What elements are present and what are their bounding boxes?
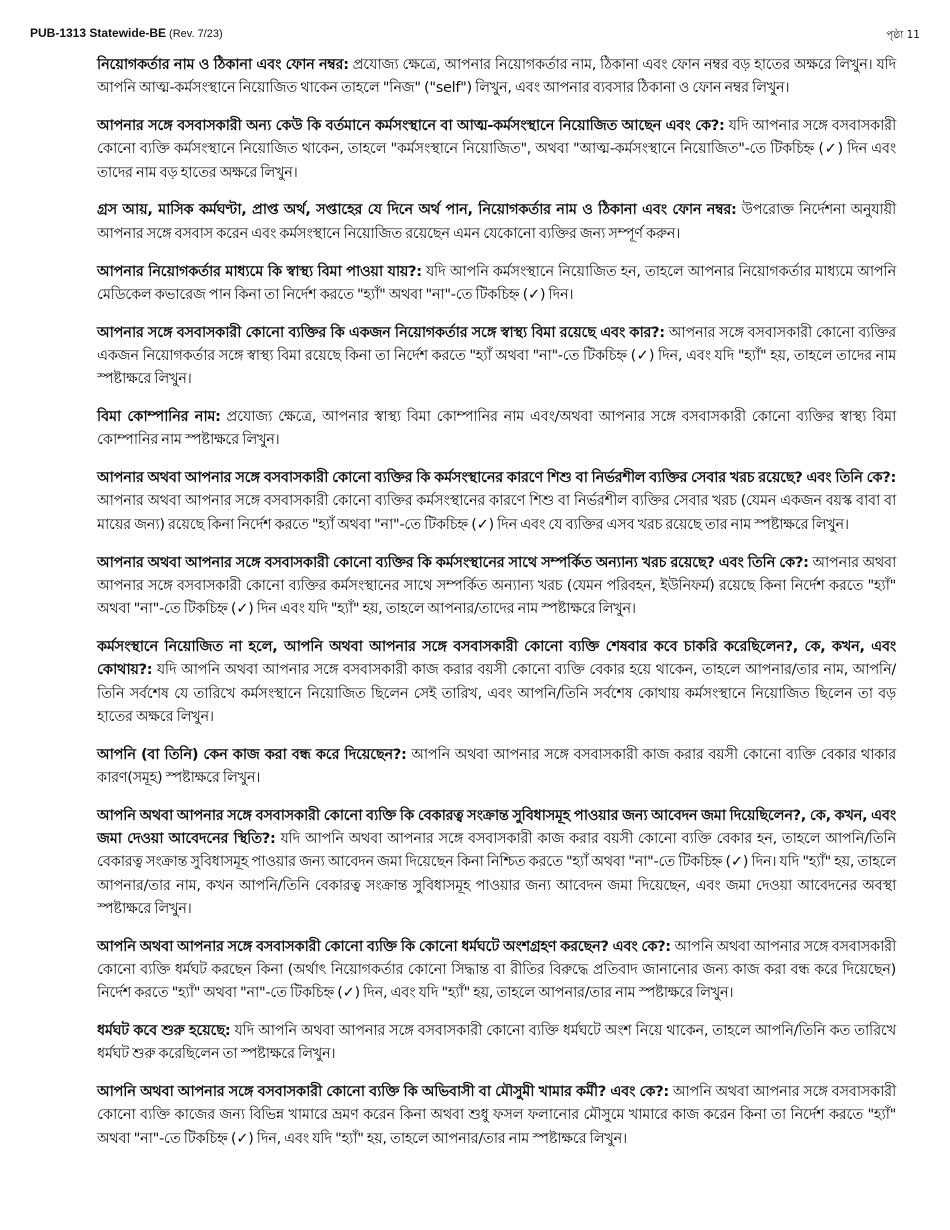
section-household-employment bbox=[97, 114, 896, 184]
section-insurance-company bbox=[97, 405, 896, 452]
section-body: যদি আপনি অথবা আপনার সঙ্গে বসবাসকারী কাজ করার বয়সী কোনো ব্যক্তি বেকার হয়ে থাকেন, তাহলে আপনার/তার নাম, আপনি/তিনি সর্বশেষ যে তারিখে কর্মসংস্থানে নিয়োজিত ছিলেন সেই তারিখ, এবং আপনি/তিনি সর্বশেষ কোথায় কর্মসংস্থানে নিয়োজিত ছিলেন তা বড় হাতের অক্ষরে লিখুন। bbox=[97, 661, 896, 725]
section-heading: আপনি (বা তিনি) কেন কাজ করা বন্ধ করে দিয়েছেন?: bbox=[97, 745, 407, 763]
section-household-health-insurance bbox=[97, 321, 896, 391]
section-employer-name-address bbox=[97, 53, 896, 100]
page-number: পৃষ্ঠা 11 bbox=[886, 29, 920, 41]
section-heading: গ্রস আয়, মাসিক কর্মঘণ্টা, প্রাপ্ত অর্থ, সপ্তাহের যে দিনে অর্থ পান, নিয়োগকর্তার নাম ও ঠিকানা এবং ফোন নম্বর: bbox=[97, 201, 737, 219]
section-body: আপনার অথবা আপনার সঙ্গে বসবাসকারী কোনো ব্যক্তির কর্মসংস্থানের সাথে সম্পর্কিত অন্যান্য খরচ (যেমন পরিবহন, ইউনিফর্ম) রয়েছে কিনা নির্দেশ করতে "হ্যাঁ" অথবা "না"-তে টিকচিহ্ন (✓) দিন এবং যদি "হ্যাঁ" হয়, তাহলে আপনার/তাদের নাম স্পষ্টাক্ষরে লিখুন। bbox=[97, 553, 896, 618]
section-body: আপনার অথবা আপনার সঙ্গে বসবাসকারী কোনো ব্যক্তির কর্মসংস্থানের কারণে শিশু বা নির্ভরশীল ব্যক্তির সেবার খরচ (যেমন একজন বয়স্ক বাবা বা মায়ের জন্য) রয়েছে কিনা নির্দেশ করতে "হ্যাঁ অথবা "না"-তে টিকচিহ্ন (✓) দিন এবং যে ব্যক্তির এসব খরচ রয়েছে তার নাম স্পষ্টাক্ষরে লিখুন। bbox=[97, 492, 896, 533]
section-body: যদি আপনি অথবা আপনার সঙ্গে বসবাসকারী কোনো ব্যক্তি ধর্মঘটে অংশ নিয়ে থাকেন, তাহলে আপনি/তিনি কত তারিখে ধর্মঘট শুরু করেছিলেন তা স্পষ্টাক্ষরে লিখুন। bbox=[97, 1022, 897, 1063]
section-work-related-costs bbox=[97, 551, 896, 621]
section-heading: নিয়োগকর্তার নাম ও ঠিকানা এবং ফোন নম্বর: bbox=[97, 56, 349, 73]
section-migrant-farm-worker bbox=[97, 1080, 896, 1150]
section-gross-income bbox=[97, 198, 896, 245]
section-heading: আপনি অথবা আপনার সঙ্গে বসবাসকারী কোনো ব্যক্তি কি বেকারত্ব সংক্রান্ত সুবিধাসমূহ পাওয়ার জন্য আবেদন জমা দিয়েছিলেন?, কে, কখন, এবং জমা দেওয়া আবেদনের স্থিতি?: bbox=[97, 806, 896, 848]
section-last-employed bbox=[97, 635, 896, 728]
section-heading: আপনার সঙ্গে বসবাসকারী কোনো ব্যক্তির কি একজন নিয়োগকর্তার সঙ্গে স্বাস্থ্য বিমা রয়েছে এবং কার?: bbox=[97, 323, 665, 341]
section-body: প্রযোজ্য ক্ষেত্রে, আপনার নিয়োগকর্তার নাম, ঠিকানা এবং ফোন নম্বর বড় হাতের অক্ষরে লিখুন। যদি আপনি আত্ম-কর্মসংস্থানে নিয়োজিত থাকেন তাহলে "নিজ" ("self") লিখুন, এবং আপনার ব্যবসার ঠিকানা ও ফোন নম্বর লিখুন। bbox=[97, 56, 896, 97]
section-body: আপনার সঙ্গে বসবাসকারী কোনো ব্যক্তির একজন নিয়োগকর্তার সঙ্গে স্বাস্থ্য বিমা রয়েছে কিনা তা নির্দেশ করতে "হ্যাঁ অথবা "না"-তে টিকচিহ্ন (✓) দিন, এবং যদি "হ্যাঁ" হয়, তাহলে তাদের নাম স্পষ্টাক্ষরে লিখুন। bbox=[97, 323, 896, 388]
form-id-text: PUB-1313 Statewide-BE bbox=[30, 26, 167, 40]
section-heading: ধর্মঘট কবে শুরু হয়েছে: bbox=[97, 1022, 231, 1040]
section-heading: আপনার সঙ্গে বসবাসকারী অন্য কেউ কি বর্তমানে কর্মসংস্থানে বা আত্ম-কর্মসংস্থানে নিয়োজিত আছেন এবং কে?: bbox=[97, 117, 725, 135]
section-heading: আপনার অথবা আপনার সঙ্গে বসবাসকারী কোনো ব্যক্তির কি কর্মসংস্থানের সাথে সম্পর্কিত অন্যান্য খরচ রয়েছে? এবং তিনি কে?: bbox=[97, 553, 809, 571]
page-header bbox=[30, 26, 920, 46]
section-body: আপনি অথবা আপনার সঙ্গে বসবাসকারী কোনো ব্যক্তি ধর্মঘট করছেন কিনা (অর্থাৎ নিয়োগকর্তার কোনো সিদ্ধান্ত বা রীতির বিরুদ্ধে প্রতিবাদ জানানোর জন্য কাজ করা বন্ধ করে দিয়েছেন) নির্দেশ করতে "হ্যাঁ" অথবা "না"-তে টিকচিহ্ন (✓) দিন, এবং যদি "হ্যাঁ" হয়, তাহলে আপনার/তার নাম স্পষ্টাক্ষরে লিখুন। bbox=[97, 937, 896, 1002]
section-heading: আপনার অথবা আপনার সঙ্গে বসবাসকারী কোনো ব্যক্তির কি কর্মসংস্থানের কারণে শিশু বা নির্ভরশীল ব্যক্তির সেবার খরচ রয়েছে? এবং তিনি কে?: bbox=[97, 469, 896, 487]
section-stopped-working-reason bbox=[97, 743, 896, 790]
section-body: যদি আপনি অথবা আপনার সঙ্গে বসবাসকারী কাজ করার বয়সী কোনো ব্যক্তি বেকার হন, তাহলে আপনি/তিনি বেকারত্ব সংক্রান্ত সুবিধাসমূহ পাওয়ার জন্য আবেদন জমা দিয়েছেন কিনা নিশ্চিত করতে "হ্যাঁ অথবা "না"-তে টিকচিহ্ন (✓) দিন। যদি "হ্যাঁ" হয়, তাহলে আপনার/তার নাম, কখন আপনি/তিনি বেকারত্ব সংক্রান্ত সুবিধাসমূহ পাওয়ার জন্য আবেদন জমা দিয়েছেন, এবং জমা দেওয়া আবেদনের অবস্থা স্পষ্টাক্ষরে লিখুন। bbox=[97, 830, 896, 917]
section-body: আপনি অথবা আপনার সঙ্গে বসবাসকারী কোনো ব্যক্তি কাজের জন্য বিভিন্ন খামারে ভ্রমণ করেন কিনা অথবা শুধু ফসল ফলানোর মৌসুমে খামারে কাজ করেন কিনা তা নির্দেশ করতে "হ্যাঁ" অথবা "না"-তে টিকচিহ্ন (✓) দিন, এবং যদি "হ্যাঁ" হয়, তাহলে আপনার/তার নাম স্পষ্টাক্ষরে লিখুন। bbox=[97, 1083, 896, 1147]
section-body: যদি আপনার সঙ্গে বসবাসকারী কোনো ব্যক্তি কর্মসংস্থানে নিয়োজিত থাকেন, তাহলে "কর্মসংস্থানে নিয়োজিত", অথবা "আত্ম-কর্মসংস্থানে নিয়োজিত"-তে টিকচিহ্ন (✓) দিন এবং তাদের নাম বড় হাতের অক্ষরে লিখুন। bbox=[97, 117, 896, 181]
section-body: প্রযোজ্য ক্ষেত্রে, আপনার স্বাস্থ্য বিমা কোম্পানির নাম এবং/অথবা আপনার সঙ্গে বসবাসকারী কোনো ব্যক্তির স্বাস্থ্য বিমা কোম্পানির নাম স্পষ্টাক্ষরে লিখুন। bbox=[97, 408, 896, 449]
section-heading: আপনি অথবা আপনার সঙ্গে বসবাসকারী কোনো ব্যক্তি কি অভিবাসী বা মৌসুমী খামার কর্মী? এবং কে?: bbox=[97, 1083, 669, 1101]
section-body: আপনি অথবা আপনার সঙ্গে বসবাসকারী কাজ করার বয়সী কোনো ব্যক্তি বেকার থাকার কারণ(সমূহ) স্পষ্টাক্ষরে লিখুন। bbox=[97, 745, 896, 786]
form-revision: (Rev. 7/23) bbox=[169, 28, 223, 40]
section-heading: আপনার নিয়োগকর্তার মাধ্যমে কি স্বাস্থ্য বিমা পাওয়া যায়?: bbox=[97, 262, 422, 280]
section-unemployment-benefits bbox=[97, 804, 896, 920]
instructions-content bbox=[97, 53, 896, 1165]
section-heading: আপনি অথবা আপনার সঙ্গে বসবাসকারী কোনো ব্যক্তি কি কোনো ধর্মঘটে অংশগ্রহণ করছেন? এবং কে?: bbox=[97, 937, 671, 955]
section-dependent-care-costs bbox=[97, 466, 896, 536]
form-identifier bbox=[30, 26, 223, 40]
section-heading: কর্মসংস্থানে নিয়োজিত না হলে, আপনি অথবা আপনার সঙ্গে বসবাসকারী কোনো ব্যক্তি শেষবার কবে চাকরি করেছিলেন?, কে, কখন, এবং কোথায়?: bbox=[97, 637, 896, 679]
section-heading: বিমা কোম্পানির নাম: bbox=[97, 408, 221, 426]
section-strike-start-date bbox=[97, 1019, 896, 1066]
section-employer-health-insurance bbox=[97, 260, 896, 307]
section-strike-participation bbox=[97, 935, 896, 1005]
section-body: যদি আপনি কর্মসংস্থানে নিয়োজিত হন, তাহলে আপনার নিয়োগকর্তার মাধ্যমে আপনি মেডিকেল কভারেজ পান কিনা তা নির্দেশ করতে "হ্যাঁ" অথবা "না"-তে টিকচিহ্ন (✓) দিন। bbox=[97, 262, 896, 303]
section-body: উপরোক্ত নির্দেশনা অনুযায়ী আপনার সঙ্গে বসবাস করেন এবং কর্মসংস্থানে নিয়োজিত রয়েছেন এমন যেকোনো ব্যক্তির জন্য সম্পূর্ণ করুন। bbox=[97, 201, 896, 242]
